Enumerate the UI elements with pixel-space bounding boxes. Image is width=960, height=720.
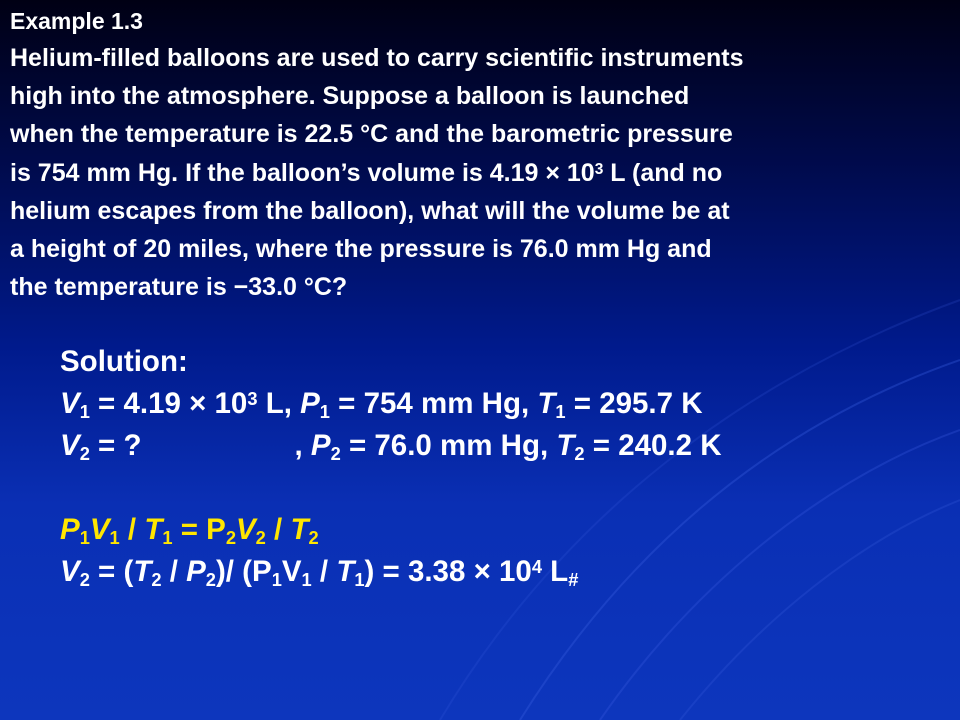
example-title: Example 1.3 bbox=[10, 8, 143, 34]
var-p: P bbox=[60, 513, 80, 546]
problem-line: when the temperature is 22.5 °C and the barometric pressure bbox=[10, 120, 733, 149]
value-text: = 4.19 × 10 bbox=[89, 387, 248, 420]
problem-line: Helium-filled balloons are used to carry scientific instruments bbox=[10, 44, 744, 72]
subscript: 2 bbox=[574, 443, 585, 465]
var-p: P bbox=[186, 555, 206, 588]
subscript: 2 bbox=[255, 527, 266, 549]
problem-text: is 754 mm Hg. If the balloon’s volume is 4.19 × 10 bbox=[10, 158, 595, 187]
combined-gas-law bbox=[60, 509, 940, 551]
operator: )/ (P bbox=[215, 555, 272, 588]
end-mark: # bbox=[568, 569, 579, 591]
operator: / bbox=[161, 555, 187, 588]
subscript: 1 bbox=[109, 527, 120, 549]
subscript: 1 bbox=[354, 569, 365, 591]
var-v: V bbox=[281, 555, 302, 588]
subscript: 2 bbox=[308, 527, 319, 549]
problem-line: the temperature is −33.0 °C? bbox=[10, 273, 348, 302]
var-v: V bbox=[235, 513, 256, 546]
problem-text: L (and no bbox=[603, 158, 723, 187]
var-t: T bbox=[290, 513, 309, 546]
operator: / bbox=[265, 513, 291, 546]
problem-line bbox=[10, 154, 955, 192]
subscript: 2 bbox=[79, 569, 90, 591]
var-p: P bbox=[300, 387, 320, 420]
spacer-line bbox=[60, 467, 940, 509]
solution-heading: Solution: bbox=[60, 345, 188, 378]
subscript: 2 bbox=[330, 443, 341, 465]
exponent: 3 bbox=[594, 160, 604, 178]
var-t: T bbox=[144, 513, 163, 546]
subscript: 1 bbox=[301, 569, 312, 591]
subscript: 1 bbox=[79, 401, 90, 423]
var-t: T bbox=[336, 555, 355, 588]
subscript: 1 bbox=[319, 401, 330, 423]
var-t: T bbox=[556, 429, 575, 462]
exponent: 3 bbox=[247, 387, 258, 409]
var-v: V bbox=[89, 513, 110, 546]
problem-statement bbox=[10, 4, 955, 306]
var-v: V bbox=[60, 555, 80, 588]
given-values-final bbox=[60, 425, 940, 467]
var-v: V bbox=[60, 387, 80, 420]
problem-line: helium escapes from the balloon), what will the volume be at bbox=[10, 196, 730, 225]
result-value: ) = 3.38 × 10 bbox=[364, 555, 532, 588]
value-text: = 76.0 mm Hg, bbox=[340, 429, 557, 462]
value-text: = 295.7 K bbox=[565, 387, 703, 420]
operator: = ( bbox=[89, 555, 134, 588]
operator: / bbox=[311, 555, 337, 588]
subscript: 2 bbox=[205, 569, 216, 591]
var-t: T bbox=[537, 387, 556, 420]
subscript: 1 bbox=[555, 401, 566, 423]
given-values-initial bbox=[60, 383, 940, 425]
subscript: 2 bbox=[79, 443, 90, 465]
value-text: L, bbox=[257, 387, 301, 420]
value-text: , bbox=[294, 429, 311, 462]
final-answer bbox=[60, 551, 940, 593]
exponent: 4 bbox=[531, 555, 542, 577]
var-p: P bbox=[310, 429, 331, 462]
subscript: 1 bbox=[271, 569, 282, 591]
var-t: T bbox=[133, 555, 152, 588]
var-v: V bbox=[60, 429, 80, 462]
value-text: = 754 mm Hg, bbox=[329, 387, 538, 420]
result-unit: L bbox=[541, 555, 569, 588]
operator: = P bbox=[172, 513, 226, 546]
subscript: 2 bbox=[151, 569, 162, 591]
problem-line: high into the atmosphere. Suppose a balloon is launched bbox=[10, 82, 690, 111]
value-text: = ? bbox=[89, 429, 142, 462]
problem-line: a height of 20 miles, where the pressure is 76.0 mm Hg and bbox=[10, 235, 712, 264]
solution-block bbox=[60, 341, 940, 593]
subscript: 1 bbox=[162, 527, 173, 549]
subscript: 2 bbox=[225, 527, 236, 549]
subscript: 1 bbox=[79, 527, 90, 549]
operator: / bbox=[119, 513, 145, 546]
value-text: = 240.2 K bbox=[584, 429, 722, 462]
